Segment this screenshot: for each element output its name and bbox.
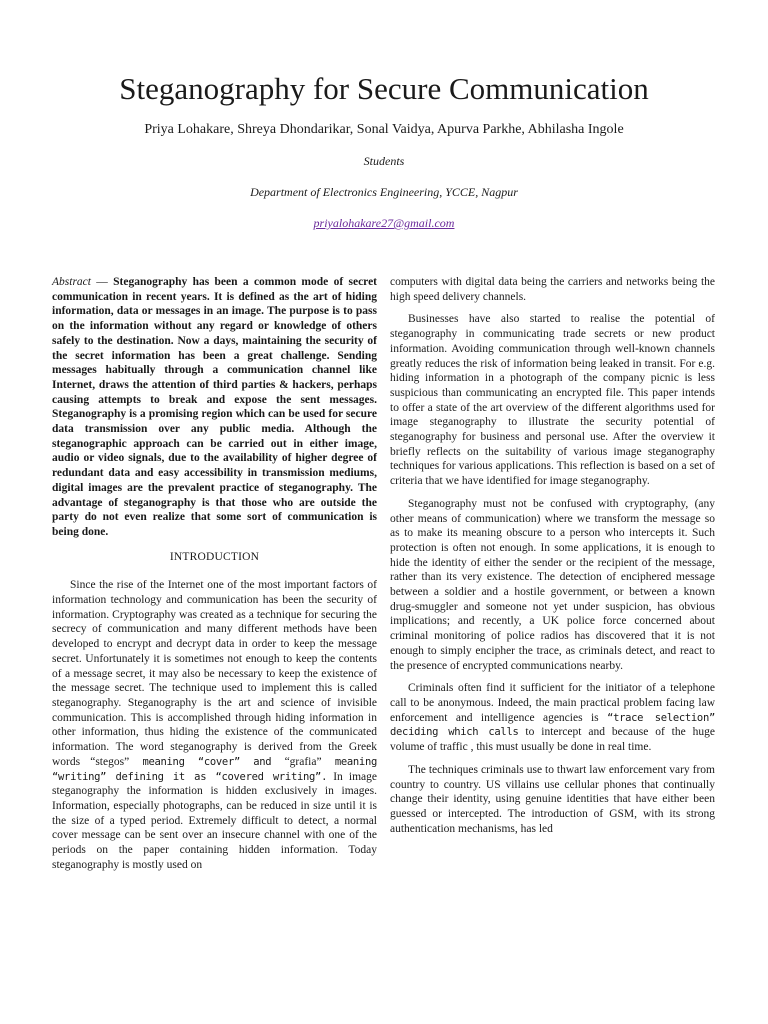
intro-p1-part-a: Since the rise of the Internet one of the most important factors of information technology and communication has been the security of information. Cryptography was created as a technique for securing the secrecy of communication and many different methods have been developed to encrypt and decrypt data in order to keep the message secret. Unfortunately it is sometimes not enough to keep the contents of a message secret, it may also be necessary to keep the existence of the message secret. The technique used to implement this is called steganography. Steganography is the art and science of invisible communication. This is accomplished through hiding information in other information, thus hiding the existence of the communicated information. The word steganography is derived from the Greek words “stegos” — [52, 579, 377, 768]
left-column — [52, 275, 377, 880]
author-list: Priya Lohakare, Shreya Dhondarikar, Sonal Vaidya, Apurva Parkhe, Abhilasha Ingole — [144, 122, 624, 137]
intro-paragraph-4 — [390, 681, 715, 755]
intro-p1-part-b: “grafia” — [284, 755, 322, 768]
intro-p4-part-a: Criminals often find it sufficient for the initiator of a telephone call to be anonymous. Indeed, the main practical problem facing law enforcement and intelligence agencies is — [390, 682, 715, 724]
abstract-dash: — — [90, 276, 114, 288]
intro-paragraph-3: Steganography must not be confused with cryptography, (any other means of communication) where we transform the message so as to make its meaning obscure to a person who intercepts it. Such protection is often not enough. In some applications, it is enough to hide the identity of either the sender or the recipient of the message, rather than its very existence. The detection of enciphered message between a soldier and a hostile government, or between a known drug-smuggler and someone not yet under suspicion, has obvious implications; and recently, a UK police force concerned about criminal monitoring of police radios has discovered that it is not enough to simply encipher the trace, as criminals detect, and react to the presence of encrypted communications nearby. — [390, 497, 715, 672]
intro-p1-part-c: In image steganography the information is hidden exclusively in images. Information, especially photographs, can be reduced in size until it is the size of a typed period. Extremely difficult to detect, a normal cover message can be sent over an insecure channel with one of the periods on the paper containing hidden information. Today steganography is mostly used on — [52, 770, 377, 871]
abstract-paragraph — [52, 275, 377, 540]
paper-title: Steganography for Secure Communication — [119, 71, 649, 106]
intro-p1-handwritten-1: meaning “cover” and — [129, 755, 285, 768]
intro-paragraph-5: The techniques criminals use to thwart law enforcement vary from country to country. US villains use cellular phones that continually change their identity, using genuine identities that have either been guessed or intercepted. The introduction of GSM, with its strong authentication mechanisms, has led — [390, 763, 715, 835]
intro-paragraph-1 — [52, 578, 377, 872]
right-column — [390, 275, 715, 844]
author-role: Students — [363, 154, 405, 168]
intro-p1-handwritten-2: meaning “writing” defining it as “covered writing”. — [52, 755, 377, 783]
abstract-text: Steganography has been a common mode of secret communication in recent years. It is defined as the art of hiding information, data or messages in an image. The purpose is to pass on the information without any regard or knowledge of others safely to the destination. Now a days, maintaining the security of the secret information has been a great challenge. Sending messages habitually through a communication channel like Internet, draws the attention of third parties & hackers, perhaps causing attempts to break and expose the sent messages. Steganography is a promising region which can be used for secure data transmission over any public media. Although the steganographic approach can be carried out in either image, audio or video signals, due to the availability of higher degree of redundant data and easy accessibility in transmission mediums, digital images are the prevalent practice of steganography. The advantage of steganography is that those who are outside the party do not even realize that some sort of communication is being done. — [52, 276, 378, 538]
author-affiliation: Department of Electronics Engineering, YCCE, Nagpur — [250, 185, 518, 199]
intro-p4-part-b: to intercept and because of the huge volume of traffic , this must usually be done in real time. — [390, 726, 715, 754]
author-email-link[interactable]: priyalohakare27@gmail.com — [313, 216, 455, 230]
intro-paragraph-1-continued: computers with digital data being the carriers and networks being the high speed delivery channels. — [390, 276, 715, 303]
section-heading-introduction: INTRODUCTION — [169, 550, 260, 563]
intro-p4-handwritten: “trace selection” deciding which calls — [390, 711, 715, 739]
abstract-label: Abstract — [52, 276, 91, 288]
intro-paragraph-2: Businesses have also started to realise the potential of steganography in communicating trade secrets or new product information. Avoiding communication through well-known channels greatly reduces the risk of information being leaked in transit. For e.g. hiding information in a photograph of the company picnic is less suspicious than communicating an encrypted file. This paper intends to offer a state of the art overview of the different algorithms used for image steganography to illustrate the security potential of steganography for business and personal use. After the overview it briefly reflects on the suitability of various image steganography techniques for various applications. This reflection is based on a set of criteria that we have identified for image steganography. — [390, 313, 715, 488]
